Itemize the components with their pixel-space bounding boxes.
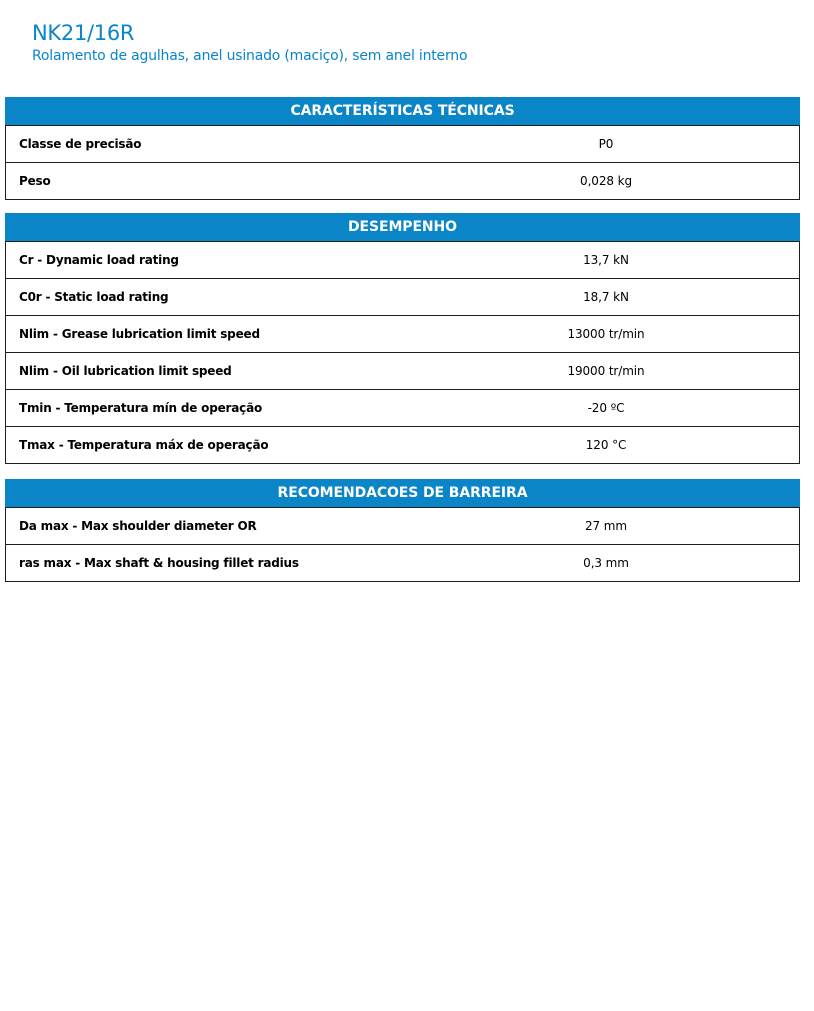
- table-row: [6, 163, 800, 200]
- table-row: [6, 353, 800, 390]
- section-barrier-recommendations: [5, 479, 800, 582]
- section-heading: RECOMENDACOES DE BARREIRA: [5, 479, 800, 507]
- spec-label: Classe de precisão: [6, 126, 414, 163]
- spec-table: [5, 241, 800, 464]
- spec-label: Tmin - Temperatura mín de operação: [6, 390, 414, 427]
- spec-label: Da max - Max shoulder diameter OR: [6, 508, 414, 545]
- product-subtitle: Rolamento de agulhas, anel usinado (maciço), sem anel interno: [32, 48, 468, 64]
- section-performance: [5, 213, 800, 464]
- spec-value: 0,3 mm: [413, 545, 800, 582]
- table-row: [6, 316, 800, 353]
- spec-value: 13000 tr/min: [413, 316, 800, 353]
- spec-label: Cr - Dynamic load rating: [6, 242, 414, 279]
- spec-value: P0: [413, 126, 800, 163]
- spec-label: Tmax - Temperatura máx de operação: [6, 427, 414, 464]
- product-title: NK21/16R: [32, 21, 135, 45]
- spec-value: -20 ºC: [413, 390, 800, 427]
- section-technical-characteristics: [5, 97, 800, 200]
- table-row: [6, 390, 800, 427]
- spec-value: 13,7 kN: [413, 242, 800, 279]
- spec-value: 18,7 kN: [413, 279, 800, 316]
- spec-value: 27 mm: [413, 508, 800, 545]
- table-row: [6, 545, 800, 582]
- table-row: [6, 508, 800, 545]
- table-row: [6, 126, 800, 163]
- spec-label: Peso: [6, 163, 414, 200]
- table-row: [6, 242, 800, 279]
- spec-label: ras max - Max shaft & housing fillet radius: [6, 545, 414, 582]
- spec-value: 120 °C: [413, 427, 800, 464]
- table-row: [6, 427, 800, 464]
- spec-table: [5, 125, 800, 200]
- table-row: [6, 279, 800, 316]
- section-heading: CARACTERÍSTICAS TÉCNICAS: [5, 97, 800, 125]
- product-header: [32, 20, 472, 67]
- spec-label: C0r - Static load rating: [6, 279, 414, 316]
- spec-label: Nlim - Oil lubrication limit speed: [6, 353, 414, 390]
- spec-label: Nlim - Grease lubrication limit speed: [6, 316, 414, 353]
- section-heading: DESEMPENHO: [5, 213, 800, 241]
- spec-value: 0,028 kg: [413, 163, 800, 200]
- spec-value: 19000 tr/min: [413, 353, 800, 390]
- spec-table: [5, 507, 800, 582]
